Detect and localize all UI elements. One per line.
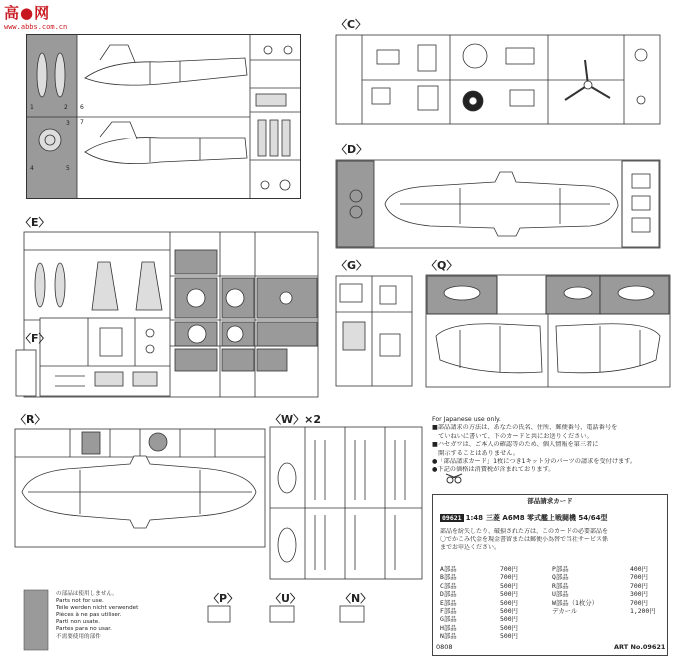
- note-line: Parti non usate.: [56, 619, 100, 626]
- notice-line: ■ハセガワは、ご本人の確認等のため、個人情報を第三者に: [432, 441, 599, 449]
- card-kit-header: [440, 512, 607, 523]
- card-description: [440, 528, 664, 552]
- sprue-p-label: 〈P〉: [208, 592, 239, 605]
- sprue-u-label: 〈U〉: [270, 592, 301, 605]
- price-row: N部品 500円: [440, 632, 518, 641]
- sprue-g-label: 〈G〉: [336, 259, 368, 272]
- unused-parts-note: [56, 591, 138, 641]
- kit-code: 09621: [442, 513, 462, 522]
- sprue-d-label: 〈D〉: [336, 143, 368, 156]
- desc-line: 〇でかこみ代金を現金書留または郵便小為替で当社サービス係: [440, 536, 609, 543]
- notice-line: ていねいに書いて、下のカードと共にお送りください。: [432, 432, 593, 440]
- price-row: B部品 700円 Q部品 700円: [440, 573, 648, 582]
- price-list: [440, 565, 664, 641]
- note-line: Teile werden nicht verwendet: [56, 605, 139, 612]
- part-number: 3: [66, 120, 70, 127]
- card-title: 部品請求カード: [527, 497, 573, 505]
- part-number: 4: [30, 165, 34, 172]
- sprue-e-label: 〈E〉: [20, 216, 50, 229]
- part-number: 2: [64, 104, 68, 111]
- price-row: A部品 700円 P部品 400円: [440, 565, 648, 573]
- notice-heading: For Japanese use only.: [432, 416, 501, 423]
- note-line: 不需要使用的部件: [56, 633, 101, 640]
- notice-line: ■部品請求の方法は、あなたの氏名、住所、郵便番号、電話番号を: [432, 424, 618, 432]
- price-row: F部品 500円 デカール 1,200円: [440, 606, 656, 615]
- watermark-logo: 高●网: [4, 4, 51, 22]
- kit-name: 三菱 A6M8 零式艦上戦闘機 54/64型: [486, 513, 608, 522]
- sprue-w-label: 〈W〉×2: [270, 413, 322, 426]
- sprue-q-label: 〈Q〉: [426, 259, 458, 272]
- sprue-r-label: 〈R〉: [15, 413, 46, 426]
- notice-line: ●下記の価格は消費税が含まれております。: [432, 466, 555, 474]
- note-line: の部品は使用しません。: [56, 591, 118, 597]
- part-number: 7: [80, 119, 84, 126]
- japanese-notice: [432, 416, 668, 475]
- footer-code: 0808: [436, 643, 453, 651]
- note-line: Parts not for use.: [56, 598, 104, 605]
- kit-scale: 1:48: [465, 513, 483, 522]
- desc-line: までお申込ください。: [440, 544, 501, 551]
- part-number: 6: [80, 104, 84, 111]
- note-line: Pièces à ne pas utiliser.: [56, 612, 122, 619]
- watermark-url: www.abbs.com.cn: [4, 23, 68, 31]
- price-row: C部品 500円 R部品 700円: [440, 581, 648, 590]
- price-row: H部品 500円: [440, 623, 518, 632]
- desc-line: 部品を紛失したり、破損された方は、このカードの必要部品を: [440, 528, 609, 535]
- part-number: 5: [66, 165, 70, 172]
- notice-line: ●「部品請求カード」1枚につき1キット分のパーツの請求を受付けます。: [432, 458, 637, 466]
- sprue-c-label: 〈C〉: [336, 18, 367, 31]
- art-number: ART No.09621: [614, 643, 666, 651]
- part-number: 1: [30, 104, 34, 111]
- note-line: Partes para no usar.: [56, 626, 112, 633]
- sprue-n-label: 〈N〉: [340, 592, 372, 605]
- price-row: D部品 500円 U部品 300円: [440, 590, 648, 599]
- price-row: G部品 500円: [440, 615, 518, 624]
- sprue-f-label: 〈F〉: [20, 332, 50, 345]
- price-row: E部品 500円 W部品（1枚分） 700円: [440, 598, 648, 607]
- notice-line: 開示することはありません。: [432, 449, 519, 457]
